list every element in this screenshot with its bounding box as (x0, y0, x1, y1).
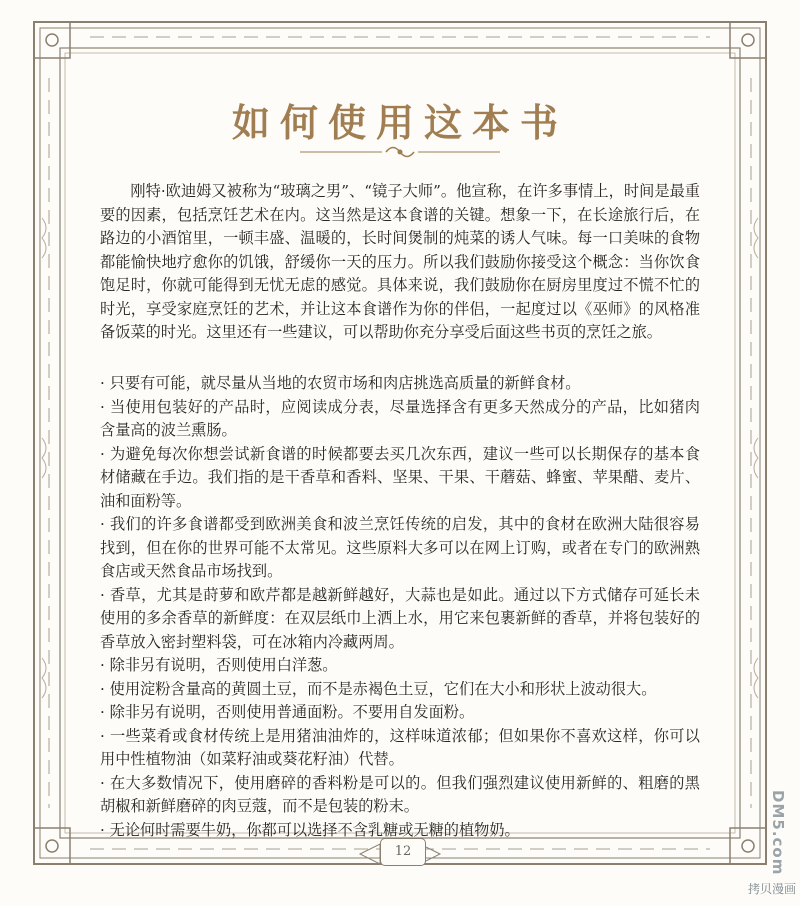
tip-item: · 只要有可能，就尽量从当地的农贸市场和肉店挑选高质量的新鲜食材。 (100, 374, 581, 392)
page-title: 如何使用这本书 (231, 100, 568, 145)
tip-item: · 使用淀粉含量高的黄圆土豆，而不是赤褐色土豆，它们在大小和形状上波动很大。 (100, 679, 657, 698)
page-number: 12 (380, 838, 426, 866)
tip-item: · 为避免每次你想尝试新食谱的时候都要去买几次东西，建议一些可以长期保存的基本食材储藏在手边。我们指的是干香草和香料、坚果、干果、干蘑菇、蜂蜜、苹果醋、麦片、油和面粉等。 (100, 444, 700, 510)
intro-paragraph: 刚特·欧迪姆又被称为“玻璃之男”、“镜子大师”。他宣称，在许多事情上，时间是最重要的因素，包括烹饪艺术在内。这当然是这本食谱的关键。想象一下，在长途旅行后，在路边的小酒馆里，一顿丰盛、温暖的，长时间煲制的炖菜的诱人气味。每一口美味的食物都能愉快地疗愈你的饥饿，舒缓你一天的压力。所以我们鼓励你接受这个概念：当你饮食饱足时，你就可能得到无忧无虑的感觉。具体来说，我们鼓励你在厨房里度过不慌不忙的时光，享受家庭烹饪的艺术，并让这本食谱作为你的伴侣，一起度过以《巫师》的风格准备饭菜的时光。这里还有一些建议，可以帮助你充分享受后面这些书页的烹饪之旅。 (100, 182, 700, 341)
tip-item: · 在大多数情况下，使用磨碎的香料粉是可以的。但我们强烈建议使用新鲜的、粗磨的黑胡椒和新鲜磨碎的肉豆蔻，而不是包装的粉末。 (100, 773, 700, 815)
watermark-copy: 拷贝漫画 (747, 882, 796, 896)
tip-item: · 我们的许多食谱都受到欧洲美食和波兰烹饪传统的启发，其中的食材在欧洲大陆很容易找到，但在你的世界可能不太常见。这些原料大多可以在网上订购，或者在专门的欧洲熟食店或天然食品市场找到。 (100, 515, 700, 580)
tip-item: · 当使用包装好的产品时，应阅读成分表，尽量选择含有更多天然成分的产品，比如猪肉含量高的波兰熏肠。 (100, 397, 700, 439)
tip-item: · 香草，尤其是莳萝和欧芹都是越新鲜越好，大蒜也是如此。通过以下方式储存可延长未使用的多余香草的新鲜度：在双层纸巾上洒上水，用它来包裹新鲜的香草，并将包装好的香草放入密封塑料袋，可在冰箱内冷藏两周。 (100, 585, 700, 651)
watermark-dm5: DM5.com (769, 790, 787, 876)
tip-item: · 一些菜肴或食材传统上是用猪油油炸的，这样味道浓郁；但如果你不喜欢这样，你可以用中性植物油（如菜籽油或葵花籽油）代替。 (100, 726, 700, 768)
title-flourish (290, 142, 510, 162)
tip-item: · 除非另有说明，否则使用白洋葱。 (100, 656, 338, 674)
tip-item: · 除非另有说明，否则使用普通面粉。不要用自发面粉。 (100, 703, 475, 721)
tips-list (100, 372, 700, 842)
tip-item: · 无论何时需要牛奶，你都可以选择不含乳糖或无糖的植物奶。 (100, 820, 520, 839)
